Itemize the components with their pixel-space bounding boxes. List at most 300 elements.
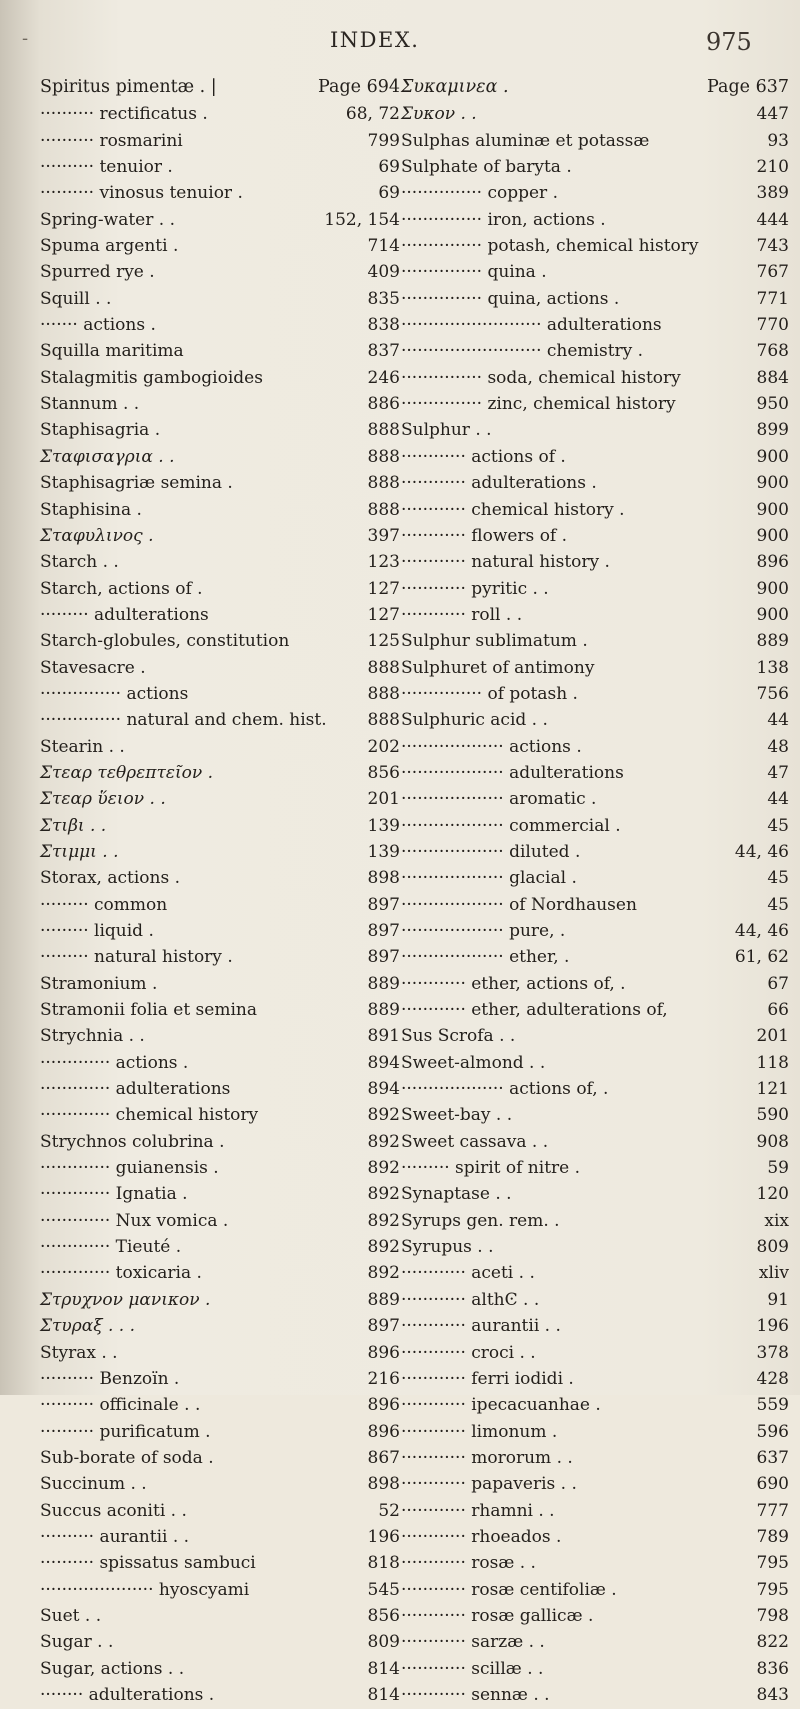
- index-term: Staphisagriæ semina .: [40, 473, 233, 494]
- index-entry: [40, 1551, 400, 1577]
- index-term: ············ ether, actions of, .: [401, 973, 626, 994]
- index-entry: [40, 1103, 400, 1129]
- index-entry: [401, 656, 789, 682]
- index-term: ·········· spissatus sambuci: [40, 1553, 256, 1574]
- page-reference: 139: [367, 815, 400, 836]
- index-term: ··················· pure, .: [401, 921, 566, 941]
- page-reference: 809: [756, 1237, 789, 1258]
- index-entry: [40, 1657, 400, 1683]
- index-entry: [40, 682, 400, 708]
- index-term: Starch-globules, constitution: [40, 631, 290, 652]
- index-entry: [40, 366, 400, 392]
- page-reference: 714: [367, 236, 400, 257]
- index-entry: [40, 1446, 400, 1472]
- index-entry: [401, 1499, 789, 1525]
- index-entry: [40, 181, 400, 207]
- page-reference: 444: [756, 209, 789, 230]
- index-entry: [40, 1499, 400, 1525]
- index-entry: [40, 656, 400, 682]
- page-reference: 900: [756, 604, 789, 625]
- index-entry: [401, 919, 789, 945]
- index-entry: [401, 603, 789, 629]
- page-reference: Page 637: [707, 77, 789, 97]
- index-entry: [40, 1024, 400, 1050]
- page-reference: 44, 46: [734, 921, 789, 941]
- index-entry: [40, 814, 400, 840]
- index-entry: [401, 1103, 789, 1129]
- index-entry: [401, 577, 789, 603]
- index-entry: [401, 893, 789, 919]
- index-term: ············· actions .: [40, 1052, 189, 1073]
- index-term: ····················· hyoscyami: [40, 1579, 250, 1600]
- index-entry: [40, 840, 400, 866]
- page-reference: 44, 46: [734, 841, 789, 862]
- index-term: ············ rosæ gallicæ .: [401, 1605, 594, 1626]
- index-term: ············· guianensis .: [40, 1158, 219, 1179]
- page-reference: 120: [756, 1184, 789, 1205]
- index-term: ··············· actions: [40, 683, 189, 704]
- index-term: ·························· adulterations: [401, 315, 662, 336]
- index-entry: [401, 1551, 789, 1577]
- page-reference: Page 694: [318, 77, 400, 97]
- page-reference: 52: [378, 1500, 400, 1521]
- index-term: Σταφισαγρια . .: [40, 446, 175, 467]
- index-entry: [401, 1182, 789, 1208]
- right-index-column: [401, 76, 789, 1709]
- index-term: Sulphuret of antimony: [401, 657, 595, 678]
- index-term: Sub-borate of soda .: [40, 1447, 214, 1468]
- page-reference: 900: [756, 473, 789, 494]
- index-term: ··············· copper .: [401, 183, 558, 204]
- page-reference: 908: [756, 1131, 789, 1152]
- page-reference: 867: [367, 1447, 400, 1468]
- index-term: ······· actions .: [40, 315, 156, 336]
- index-entry: [401, 524, 789, 550]
- index-term: Squill . .: [40, 288, 112, 309]
- page-reference: 950: [756, 394, 789, 415]
- page-reference: 836: [756, 1658, 789, 1679]
- index-term: ············ limonum .: [401, 1421, 558, 1442]
- page-reference: 856: [367, 1605, 400, 1626]
- page-reference: 899: [756, 420, 789, 441]
- index-term: Spuma argenti .: [40, 236, 179, 257]
- index-term: ·········· rectificatus .: [40, 104, 208, 125]
- index-term: Sweet-bay . .: [401, 1105, 513, 1126]
- page-reference: 889: [756, 631, 789, 652]
- page-reference: 45: [767, 868, 789, 889]
- index-entry: [40, 1235, 400, 1261]
- index-term: ············ roll . .: [401, 604, 523, 625]
- index-term: ············ aceti . .: [401, 1263, 535, 1284]
- index-term: ··············· zinc, chemical history: [401, 394, 676, 415]
- page-reference: 838: [367, 315, 400, 336]
- page-title: INDEX.: [330, 28, 420, 52]
- page-reference: 246: [367, 367, 400, 388]
- index-term: Syrups gen. rem. .: [401, 1210, 560, 1231]
- page-reference: 69: [378, 183, 400, 204]
- index-entry: [401, 1235, 789, 1261]
- index-entry: [40, 208, 400, 234]
- index-entry: [40, 893, 400, 919]
- index-entry: [401, 1209, 789, 1235]
- page-reference: 889: [367, 973, 400, 994]
- index-entry: [401, 735, 789, 761]
- index-entry: [401, 260, 789, 286]
- page-reference: 892: [367, 1263, 400, 1284]
- index-term: Spurred rye .: [40, 262, 155, 283]
- index-term: ··················· glacial .: [401, 868, 577, 889]
- index-term: Spiritus pimentæ . |: [40, 77, 217, 97]
- page-reference: 809: [367, 1632, 400, 1653]
- index-term: ·········· Benzoïn .: [40, 1368, 180, 1389]
- page-reference: 799: [367, 130, 400, 151]
- page-reference: 389: [756, 183, 789, 204]
- index-term: Sulphate of baryta .: [401, 157, 572, 178]
- index-entry: [401, 1446, 789, 1472]
- page-reference: 44: [767, 710, 789, 731]
- left-index-column: [40, 76, 400, 1709]
- index-entry: [401, 445, 789, 471]
- page-reference: 822: [756, 1632, 789, 1653]
- index-entry: [40, 313, 400, 339]
- index-entry: [401, 682, 789, 708]
- page-reference: 201: [367, 789, 400, 810]
- index-entry: [401, 1367, 789, 1393]
- page-reference: 897: [367, 921, 400, 941]
- index-term: ··············· of potash .: [401, 683, 578, 704]
- index-entry: [401, 708, 789, 734]
- index-entry: [401, 1051, 789, 1077]
- index-entry: [40, 735, 400, 761]
- index-term: ············· adulterations: [40, 1079, 231, 1100]
- index-entry: [40, 1683, 400, 1709]
- index-entry: [401, 498, 789, 524]
- index-entry: [40, 76, 400, 102]
- index-term: Sulphuric acid . .: [401, 710, 548, 731]
- page-reference: 896: [367, 1395, 400, 1416]
- index-entry: [401, 129, 789, 155]
- page-reference: 637: [756, 1447, 789, 1468]
- index-term: ············ rosæ centifoliæ .: [401, 1579, 617, 1600]
- index-entry: [40, 550, 400, 576]
- page-reference: 900: [756, 499, 789, 520]
- index-term: ··················· diluted .: [401, 841, 581, 862]
- index-term: ··············· quina, actions .: [401, 288, 620, 309]
- page-reference: 898: [367, 868, 400, 889]
- index-term: Στρυχνον μανικον .: [40, 1289, 211, 1310]
- index-entry: [40, 1420, 400, 1446]
- index-term: Sus Scrofa . .: [401, 1026, 516, 1047]
- index-term: Στιβι . .: [40, 815, 107, 836]
- index-entry: [40, 1288, 400, 1314]
- index-term: ············ aurantii . .: [401, 1316, 561, 1337]
- page-reference: 123: [367, 552, 400, 573]
- page-reference: 886: [367, 394, 400, 415]
- index-term: ········· natural history .: [40, 947, 233, 968]
- index-entry: [40, 919, 400, 945]
- page-reference: 900: [756, 578, 789, 599]
- index-term: ············ flowers of .: [401, 525, 568, 546]
- index-entry: [401, 1578, 789, 1604]
- index-entry: [40, 577, 400, 603]
- page-reference: 894: [367, 1079, 400, 1100]
- index-term: Succinum . .: [40, 1474, 147, 1495]
- index-term: ············ croci . .: [401, 1342, 536, 1363]
- index-entry: [401, 1156, 789, 1182]
- index-term: Συκαμινεα .: [401, 77, 509, 97]
- page-reference: 428: [756, 1368, 789, 1389]
- index-term: ··················· of Nordhausen: [401, 894, 637, 915]
- index-term: Sulphur . .: [401, 420, 492, 441]
- index-term: ··················· aromatic .: [401, 789, 597, 810]
- page-reference: 397: [367, 525, 400, 546]
- page-reference: 777: [756, 1500, 789, 1521]
- index-entry: [40, 1525, 400, 1551]
- index-term: ············· toxicaria .: [40, 1263, 202, 1284]
- index-entry: [40, 498, 400, 524]
- index-term: ········· common: [40, 894, 168, 915]
- index-term: Strychnos colubrina .: [40, 1131, 225, 1152]
- page-reference: 891: [367, 1026, 400, 1047]
- index-term: ·········· rosmarini: [40, 130, 183, 151]
- index-entry: [401, 840, 789, 866]
- page-reference: 66: [767, 1000, 789, 1021]
- index-term: ············ sarzæ . .: [401, 1632, 545, 1653]
- index-entry: [40, 787, 400, 813]
- index-term: Stannum . .: [40, 394, 140, 415]
- page-reference: 889: [367, 1000, 400, 1021]
- page-reference: 47: [767, 762, 789, 783]
- page-reference: 856: [367, 762, 400, 783]
- index-entry: [40, 471, 400, 497]
- page-reference: 216: [367, 1368, 400, 1389]
- page-reference: 892: [367, 1210, 400, 1231]
- index-term: Sweet cassava . .: [401, 1131, 549, 1152]
- page-reference: 889: [367, 1289, 400, 1310]
- page-reference: 61, 62: [734, 947, 789, 968]
- page-reference: 127: [367, 604, 400, 625]
- page-reference: 789: [756, 1526, 789, 1547]
- index-entry: [401, 998, 789, 1024]
- page-reference: 770: [756, 315, 789, 336]
- page-reference: 897: [367, 1316, 400, 1337]
- index-term: Styrax . .: [40, 1342, 118, 1363]
- index-term: Στεαρ ὕειον . .: [40, 789, 166, 810]
- page-reference: 447: [756, 104, 789, 125]
- page-reference: 892: [367, 1131, 400, 1152]
- page-reference: 892: [367, 1184, 400, 1205]
- index-entry: [401, 787, 789, 813]
- page-reference: 896: [756, 552, 789, 573]
- index-entry: [401, 629, 789, 655]
- index-term: ············· Ignatia .: [40, 1184, 188, 1205]
- index-entry: [401, 392, 789, 418]
- index-term: ··············· natural and chem. hist.: [40, 710, 327, 731]
- index-entry: [401, 102, 789, 128]
- index-entry: [40, 1156, 400, 1182]
- page-reference: 900: [756, 525, 789, 546]
- page-reference: 93: [767, 130, 789, 151]
- header-left-mark: -: [22, 28, 29, 49]
- index-entry: [401, 1341, 789, 1367]
- page-reference: 900: [756, 446, 789, 467]
- index-entry: [401, 550, 789, 576]
- page-reference: 690: [756, 1474, 789, 1495]
- index-entry: [40, 445, 400, 471]
- page-reference: 118: [756, 1052, 789, 1073]
- page-reference: 202: [367, 736, 400, 757]
- index-entry: [401, 1683, 789, 1709]
- index-entry: [401, 1420, 789, 1446]
- index-term: ········· adulterations: [40, 604, 209, 625]
- index-entry: [401, 1393, 789, 1419]
- index-entry: [401, 1130, 789, 1156]
- page-reference: 127: [367, 578, 400, 599]
- index-term: Σταφυλινος .: [40, 525, 154, 546]
- index-entry: [40, 1578, 400, 1604]
- page-reference: xix: [764, 1210, 789, 1231]
- page-reference: 196: [367, 1526, 400, 1547]
- index-term: Strychnia . .: [40, 1026, 145, 1047]
- index-entry: [40, 524, 400, 550]
- page-reference: 894: [367, 1052, 400, 1073]
- page-reference: 798: [756, 1605, 789, 1626]
- page-reference: 843: [756, 1684, 789, 1705]
- index-term: ············ adulterations .: [401, 473, 597, 494]
- index-term: ············ papaveris . .: [401, 1474, 577, 1495]
- page-reference: 152, 154: [324, 209, 400, 230]
- index-term: Synaptase . .: [401, 1184, 512, 1205]
- page-reference: 896: [367, 1342, 400, 1363]
- index-term: ············ rhamni . .: [401, 1500, 555, 1521]
- page-reference: 767: [756, 262, 789, 283]
- index-entry: [40, 1209, 400, 1235]
- page-reference: 768: [756, 341, 789, 362]
- index-entry: [40, 866, 400, 892]
- page-reference: 888: [367, 683, 400, 704]
- index-entry: [401, 761, 789, 787]
- index-term: Syrupus . .: [401, 1237, 494, 1258]
- index-term: ············· Nux vomica .: [40, 1210, 229, 1231]
- page-reference: 125: [367, 631, 400, 652]
- page-reference: 795: [756, 1553, 789, 1574]
- index-term: ············ althϾ . .: [401, 1289, 540, 1310]
- page-reference: 835: [367, 288, 400, 309]
- index-entry: [40, 287, 400, 313]
- index-entry: [40, 260, 400, 286]
- index-term: Starch, actions of .: [40, 578, 203, 599]
- index-term: Συκον . .: [401, 104, 477, 125]
- page-reference: 888: [367, 420, 400, 441]
- index-term: ············ actions of .: [401, 446, 566, 467]
- index-term: ·········· tenuior .: [40, 157, 173, 178]
- page-reference: 888: [367, 499, 400, 520]
- page-reference: 892: [367, 1237, 400, 1258]
- page-header: [0, 28, 800, 68]
- index-entry: [401, 1077, 789, 1103]
- page-reference: 814: [367, 1684, 400, 1705]
- page-reference: 121: [756, 1079, 789, 1100]
- page-reference: 596: [756, 1421, 789, 1442]
- index-term: ·········· vinosus tenuior .: [40, 183, 243, 204]
- page-reference: 138: [756, 657, 789, 678]
- index-term: Stavesacre .: [40, 657, 146, 678]
- index-term: Staphisina .: [40, 499, 142, 520]
- index-term: Stearin . .: [40, 736, 125, 757]
- page-reference: 201: [756, 1026, 789, 1047]
- index-term: ············ chemical history .: [401, 499, 625, 520]
- page-reference: 590: [756, 1105, 789, 1126]
- page-reference: 771: [756, 288, 789, 309]
- index-entry: [40, 603, 400, 629]
- index-term: ············ natural history .: [401, 552, 610, 573]
- index-term: ·········· aurantii . .: [40, 1526, 190, 1547]
- page-reference: 888: [367, 710, 400, 731]
- page-reference: 898: [367, 1474, 400, 1495]
- index-entry: [401, 1604, 789, 1630]
- index-entry: [40, 972, 400, 998]
- index-term: Starch . .: [40, 552, 119, 573]
- index-entry: [401, 155, 789, 181]
- page-reference: 897: [367, 947, 400, 968]
- page-reference: 44: [767, 789, 789, 810]
- index-entry: [401, 1657, 789, 1683]
- index-term: ·········· purificatum .: [40, 1421, 211, 1442]
- index-term: Στιμμι . .: [40, 841, 119, 862]
- index-entry: [401, 1314, 789, 1340]
- index-term: Στυραξ . . .: [40, 1316, 136, 1337]
- page-reference: 48: [767, 736, 789, 757]
- page-reference: 888: [367, 657, 400, 678]
- index-entry: [40, 1604, 400, 1630]
- index-term: ············ mororum . .: [401, 1447, 573, 1468]
- index-term: ··················· ether, .: [401, 947, 570, 968]
- page-reference: 68, 72: [345, 104, 400, 125]
- page-reference: 888: [367, 473, 400, 494]
- page-reference: 45: [767, 815, 789, 836]
- index-term: ············ ipecacuanhae .: [401, 1395, 601, 1416]
- index-entry: [40, 339, 400, 365]
- index-entry: [401, 471, 789, 497]
- index-term: Sulphas aluminæ et potassæ: [401, 130, 650, 151]
- index-term: ············ ether, adulterations of,: [401, 1000, 668, 1021]
- index-entry: [40, 418, 400, 444]
- index-entry: [401, 339, 789, 365]
- index-term: ············ sennæ . .: [401, 1684, 550, 1705]
- index-entry: [401, 181, 789, 207]
- page-reference: 67: [767, 973, 789, 994]
- index-entry: [401, 1630, 789, 1656]
- index-entry: [40, 1130, 400, 1156]
- index-term: ············ rosæ . .: [401, 1553, 536, 1574]
- index-term: Suet . .: [40, 1605, 102, 1626]
- index-term: ············· Tieuté .: [40, 1237, 182, 1258]
- index-entry: [40, 1314, 400, 1340]
- index-term: ············· chemical history: [40, 1105, 259, 1126]
- page-reference: 196: [756, 1316, 789, 1337]
- index-term: ··················· actions of, .: [401, 1079, 609, 1100]
- index-entry: [40, 1077, 400, 1103]
- index-term: Stalagmitis gambogioides: [40, 367, 263, 388]
- index-term: Stramonii folia et semina: [40, 1000, 257, 1021]
- index-entry: [40, 1182, 400, 1208]
- index-term: Spring-water . .: [40, 209, 175, 230]
- index-term: Sugar, actions . .: [40, 1658, 185, 1679]
- page-reference: 884: [756, 367, 789, 388]
- index-entry: [40, 1630, 400, 1656]
- index-entry: [401, 366, 789, 392]
- index-entry: [40, 1393, 400, 1419]
